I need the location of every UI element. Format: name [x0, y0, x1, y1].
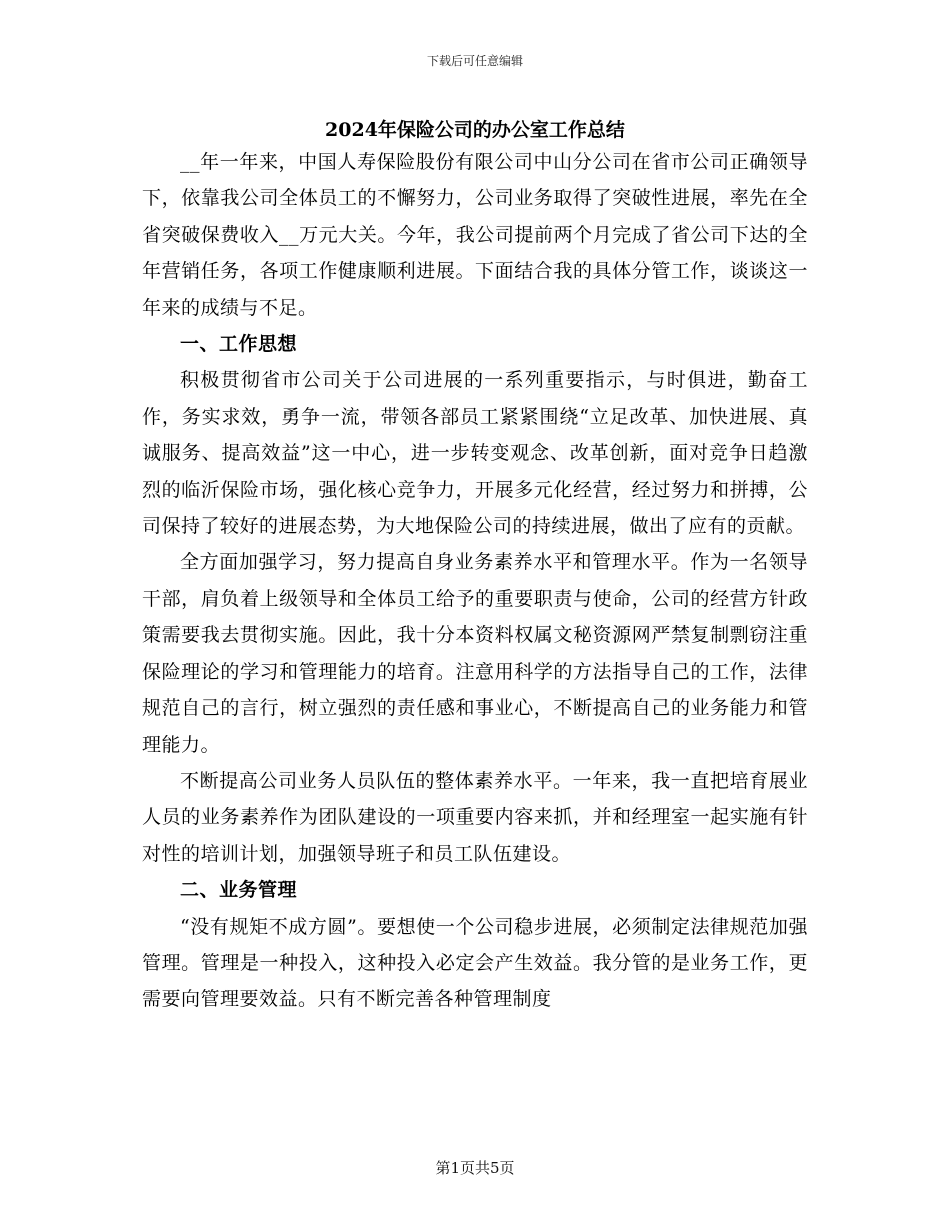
section-heading-work-thoughts: 一、工作思想 — [180, 333, 298, 356]
document-title: 2024年保险公司的办公室工作总结 — [325, 119, 625, 141]
paragraph-team-quality: 不断提高公司业务人员队伍的整体素养水平。一年来，我一直把培育展业人员的业务素养作为团队建设的一项重要内容来抓，并和经理室一起实施有针对性的培训计划，加强领导班子和员工队伍建设。 — [142, 769, 808, 865]
document-body — [142, 144, 808, 1018]
page-header: 下载后可任意编辑 — [426, 54, 523, 68]
paragraph-management: “没有规矩不成方圆”。要想使一个公司稳步进展，必须制定法律规范加强管理。管理是一种投入，这种投入必定会产生效益。我分管的是业务工作，更需要向管理要效益。只有不断完善各种管理制度 — [142, 915, 808, 1011]
page-number-footer: 第1页共5页 — [435, 1159, 515, 1177]
paragraph-intro: __年一年来，中国人寿保险股份有限公司中山分公司在省市公司正确领导下，依靠我公司全体员工的不懈努力，公司业务取得了突破性进展，率先在全省突破保费收入__万元大关。今年，我公司提前两个月完成了省公司下达的全年营销任务，各项工作健康顺利进展。下面结合我的具体分管工作，谈谈这一年来的成绩与不足。 — [142, 151, 808, 319]
paragraph-work-thoughts: 积极贯彻省市公司关于公司进展的一系列重要指示，与时俱进，勤奋工作，务实求效，勇争一流，带领各部员工紧紧围绕“立足改革、加快进展、真诚服务、提高效益”这一中心，进一步转变观念、改革创新，面对竞争日趋激烈的临沂保险市场，强化核心竞争力，开展多元化经营，经过努力和拼搏，公司保持了较好的进展态势，为大地保险公司的持续进展，做出了应有的贡献。 — [142, 369, 808, 538]
paragraph-learning: 全方面加强学习，努力提高自身业务素养水平和管理水平。作为一名领导干部，肩负着上级领导和全体员工给予的重要职责与使命，公司的经营方针政策需要我去贯彻实施。因此，我十分本资料权属文秘资源网严禁复制剽窃注重保险理论的学习和管理能力的培育。注意用科学的方法指导自己的工作，法律规范自己的言行，树立强烈的责任感和事业心，不断提高自己的业务能力和管理能力。 — [142, 551, 808, 756]
section-heading-business-management: 二、业务管理 — [180, 879, 298, 902]
